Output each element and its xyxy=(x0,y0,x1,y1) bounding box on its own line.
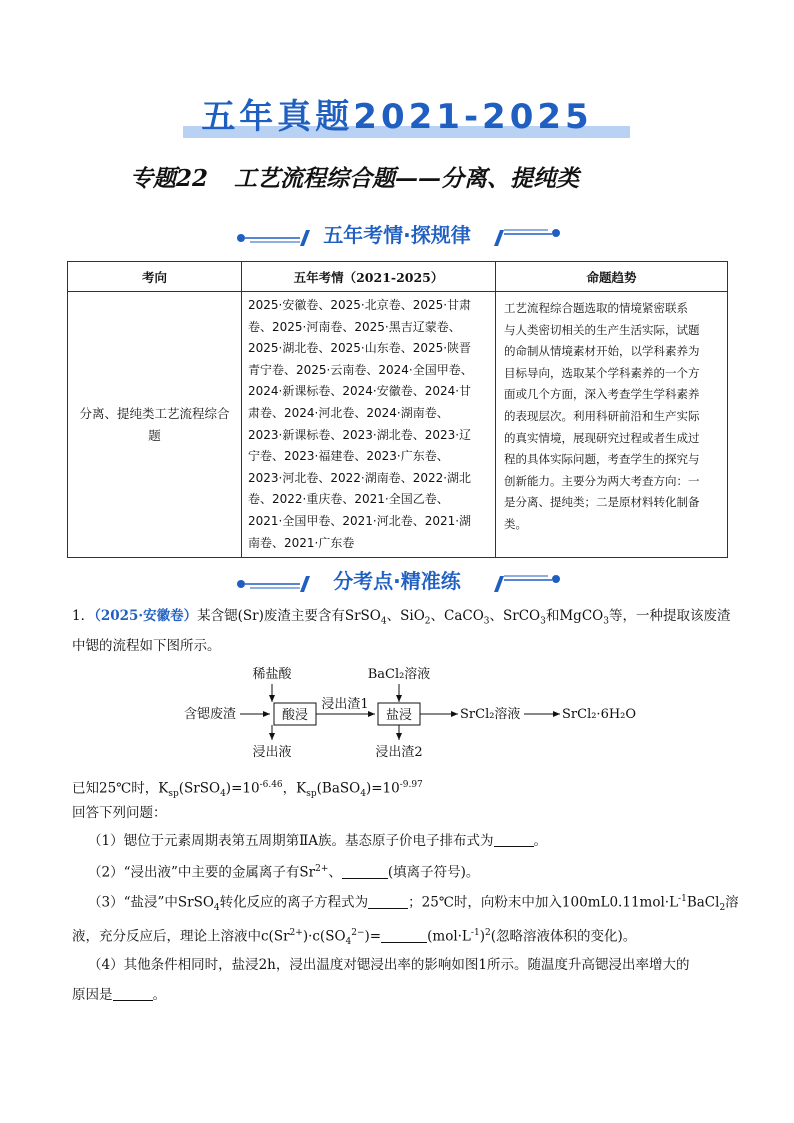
sub-question-1: （1）锶位于元素周期表第五周期第ⅡA族。基态原子价电子排布式为 。 xyxy=(88,833,548,849)
cell-exams: 2025·安徽卷、2025·北京卷、2025·甘肃 卷、2025·河南卷、2025·黑吉辽蒙卷、 2025·湖北卷、2025·山东卷、2025·陕晋 青宁卷、2025·云南卷、2024·全国甲卷、 2024·新课标卷、2024·安徽卷、2024·甘 肃卷、2024·河北卷、2024·湖南卷、 2023·新课标卷、2023·湖北卷、2023·辽 宁卷、2023·福建卷、2023·广东卷、 2023·河北卷、2022·湖南卷、2022·湖北 卷、2022·重庆卷、2021·全国乙卷、 2021·全国甲卷、2021·河北卷、2021·湖 南卷、2021·广东卷 xyxy=(242,292,496,558)
header-trend: 命题趋势 xyxy=(496,262,728,292)
table-header-row xyxy=(68,262,728,292)
cell-topic: 分离、提纯类工艺流程综合题 xyxy=(68,292,242,558)
cell-trend: 工艺流程综合题选取的情境紧密联系 与人类密切相关的生产生活实际，试题 的命制从情境素材开始，以学科素养为 目标导向，选取某个学科素养的一个方 面或几个方面，深入考查学生学科素养 的表现层次。利用科研前沿和生产实际 的真实情境，展现研究过程或者生成过 程的具体实际问题，考查学生的探究与 创新能力。主要分为两大考查方向：一 是分离、提纯类；二是原材料转化制备 类。 xyxy=(496,292,728,558)
sub-question-3-line2: 液，充分反应后，理论上溶液中$c(Sr^{2+})\cdot c(SO_4^{2-})= (mol\cdot L^{-1})^2$(忽略溶液体积的变化)。 xyxy=(72,928,637,948)
answer-blank[interactable] xyxy=(381,928,427,943)
topic-number: 专题22 xyxy=(130,165,209,192)
sub-question-3: （3）“盐浸”中SrSO$_4$转化反应的离子方程式为 ；25℃时，向粉末中加入$100mL0.11mol\cdot L^{-1}BaCl_2$溶 xyxy=(88,894,739,914)
section-header-practice xyxy=(0,566,794,596)
exam-analysis-table xyxy=(67,261,728,558)
answer-blank[interactable] xyxy=(494,832,534,847)
section-title: 分考点·精准练 xyxy=(333,569,461,593)
flow-leachate: 浸出液 xyxy=(252,745,292,760)
flow-product-solution: SrCl₂溶液 xyxy=(460,707,521,722)
section-title: 五年考情·探规律 xyxy=(323,223,471,247)
answer-prompt: 回答下列问题： xyxy=(72,805,167,821)
header-topic: 考向 xyxy=(68,262,242,292)
flow-product-crystal: SrCl₂·6H₂O xyxy=(562,707,637,722)
known-data: 已知25℃时，$K_{sp}(SrSO_4)=10^{-6.46}$，$K_{sp}(BaSO_4)=10^{-9.97}$ xyxy=(72,780,423,800)
sub-question-2: （2）“浸出液”中主要的金属离子有$Sr^{2+}$、 (填离子符号)。 xyxy=(88,864,480,881)
banner-title: 五年真题2021-2025 xyxy=(201,97,593,137)
topic-heading xyxy=(130,163,710,195)
process-flow-diagram xyxy=(170,660,650,764)
flow-residue-2: 浸出渣2 xyxy=(375,745,423,760)
question-1-stem: 1．（2025·安徽卷）某含锶(Sr)废渣主要含有SrSO$_4$、SiO$_2$、CaCO$_3$、SrCO$_3$和MgCO$_3$等，一种提取该废渣 中锶的流程如下图所示。 xyxy=(72,608,731,654)
flow-reagent-hcl: 稀盐酸 xyxy=(252,667,292,682)
flow-box-acid-leach-label: 酸浸 xyxy=(281,708,309,723)
answer-blank[interactable] xyxy=(113,986,153,1001)
answer-blank[interactable] xyxy=(342,864,388,879)
sub-question-4: （4）其他条件相同时，盐浸2h，浸出温度对锶浸出率的影响如图1所示。随温度升高锶浸出率增大的 xyxy=(88,957,690,973)
question-source: （2025·安徽卷） xyxy=(94,608,198,624)
header-exams: 五年考情（2021-2025） xyxy=(242,262,496,292)
sub-question-4-line2: 原因是 。 xyxy=(72,987,166,1003)
flow-residue-1: 浸出渣1 xyxy=(321,697,369,712)
section-header-analysis xyxy=(0,220,794,250)
flow-box-salt-leach-label: 盐浸 xyxy=(385,708,413,723)
flow-reagent-bacl2: BaCl₂溶液 xyxy=(367,667,431,682)
answer-blank[interactable] xyxy=(368,894,408,909)
table-row xyxy=(68,292,728,558)
question-number: 1． xyxy=(72,608,95,624)
flow-start-material: 含锶废渣 xyxy=(184,707,237,722)
topic-title: 工艺流程综合题——分离、提纯类 xyxy=(234,165,580,192)
banner xyxy=(0,96,794,142)
